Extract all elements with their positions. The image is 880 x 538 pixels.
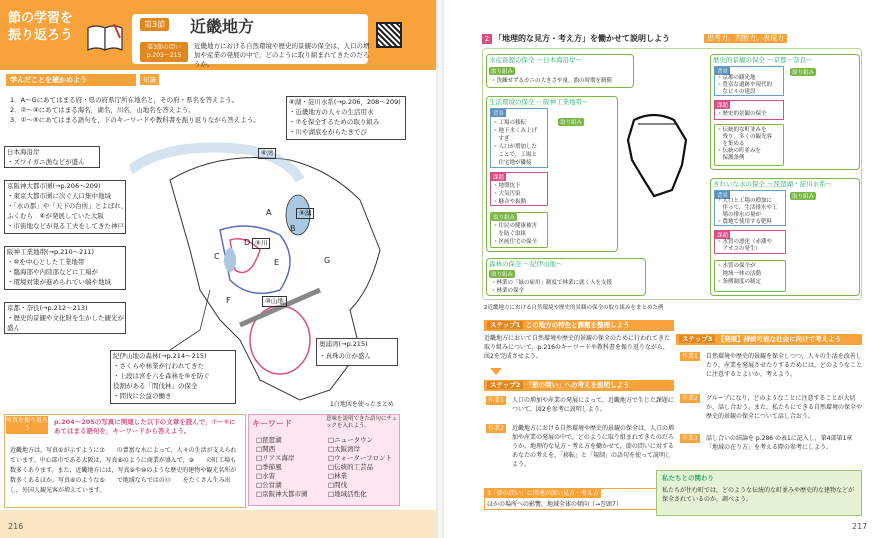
callout-keihanshin bbox=[4, 180, 126, 234]
box-living-issue bbox=[490, 172, 548, 206]
keyword-item[interactable]: □水害 bbox=[256, 472, 276, 480]
box-living-act bbox=[490, 212, 548, 248]
callout-kyoto-title-text: 京都・奈良 bbox=[7, 304, 40, 312]
map-label-d: D bbox=[244, 238, 251, 247]
box-living-act-tag: 取り組み bbox=[493, 215, 516, 221]
left-page-number: 216 bbox=[8, 522, 24, 531]
keyword-item[interactable]: □ニュータウン bbox=[328, 436, 374, 444]
step2-task2-tag: 作業2 bbox=[488, 425, 504, 432]
box-water-act-line: 地域一体の活動 bbox=[717, 271, 762, 277]
study-tag bbox=[6, 416, 48, 434]
box-historic-act-line: ・伝統的な町並みを bbox=[717, 127, 767, 133]
map-label-e: E bbox=[274, 258, 280, 267]
box-historic-act-line: 保護条例 bbox=[717, 155, 745, 161]
box-water-bg-line: ・人口と工場の増加に bbox=[717, 198, 773, 204]
box-marine-title: 水産資源の保全 ～日本海沿岸～ bbox=[489, 56, 583, 64]
box-historic-issue bbox=[714, 100, 784, 120]
box-living-issue-line: ・大気汚染 bbox=[493, 191, 521, 197]
step2-bar bbox=[484, 380, 674, 391]
study-tag-text: 写真を振り返ろう bbox=[6, 417, 49, 432]
keyword-item[interactable]: □関西 bbox=[256, 445, 276, 453]
callout-kii-title bbox=[113, 352, 207, 361]
box-water-bg-line: ・農地で使用する肥料 bbox=[717, 219, 773, 225]
box-living-bg-line: ・地下水くみ上げ bbox=[493, 128, 538, 134]
goal-text: 近畿地方における自然環境や歴史的景観の保全は，人口の増加や産業の発展の中で，どのように取り組まれてきたのだろうか。 bbox=[194, 42, 370, 68]
box-water-bg-line: 伴って，生活排水や工 bbox=[717, 205, 778, 211]
callout-yodogawa-line-2: ・⑦を保全するための取り組み bbox=[289, 118, 380, 126]
callout-keihanshin-line-4: ・市街地などが見る工夫をしてきた神戸 bbox=[7, 222, 124, 230]
step1-right-text: 近畿地方において自然環境や歴史的景観の保全のために行われてきた取り組みについて，p.216のキーワードや教科書を振り返りながら，図2を完成させよう。 bbox=[484, 335, 671, 360]
keyword-item[interactable]: □琵琶湖 bbox=[256, 436, 282, 444]
keyword-item[interactable]: □間伐 bbox=[328, 481, 348, 489]
notebook-icon bbox=[86, 22, 124, 52]
box-water-act bbox=[714, 260, 786, 292]
callout-keihanshin-title-text: 京阪神大都市圏 bbox=[7, 182, 53, 190]
sakugyo-box bbox=[484, 488, 674, 510]
callout-kii-title-text: 紀伊山地の森林 bbox=[113, 352, 159, 360]
instruction-3: 3．①～⑤にあてはまる語句を，下のキーワードや教科書を振り返りながら答えよう。 bbox=[10, 116, 260, 124]
callout-hanshin-line-3: ・環境対策が進められてい端や地域 bbox=[7, 278, 111, 286]
sakugyo-text: ほかの場所への影響，地域全体の傾向（→巻頭7） bbox=[487, 501, 622, 508]
map-label-a: A bbox=[266, 208, 272, 217]
callout-kii-ref: (→p.214～215) bbox=[158, 352, 207, 360]
step3-task1: 自然環境や歴史的景観を保全しつつ，人々の生活を改善したり，産業を発展させたりするためには，どのようなことに注意するとよいか，考えよう。 bbox=[706, 353, 863, 378]
box-living-act-tag-right: 取り組み bbox=[560, 120, 583, 126]
step1-tag bbox=[140, 74, 159, 85]
keyword-item[interactable]: □季節風 bbox=[256, 463, 282, 471]
callout-yodogawa bbox=[286, 96, 406, 140]
callout-kyoto-line-1: ・歴史的景観や文化財を生かした観光が bbox=[7, 314, 124, 322]
box-historic-act-line: を集める bbox=[717, 141, 745, 147]
relation-text: 私たちが住む町では，どのような伝統的な町並みや歴史的な建物などが保全されているのか，調べよう。 bbox=[662, 487, 855, 503]
keyword-item[interactable]: □地域活性化 bbox=[328, 490, 367, 498]
map-label-b: B bbox=[290, 224, 296, 233]
box-water-issue bbox=[714, 230, 786, 254]
callout-keihanshin-line-3: ふくむら ④が発展していた大阪 bbox=[7, 212, 104, 220]
box-historic-bg-line: なビルの建設 bbox=[717, 89, 756, 95]
callout-hanshin-title bbox=[7, 248, 94, 257]
box-living-bg-tag: 背景 bbox=[493, 111, 505, 117]
section-title: 近畿地方 bbox=[190, 17, 255, 36]
callout-keihanshin-title bbox=[7, 182, 101, 191]
step1-right-bar bbox=[484, 320, 674, 331]
box-forest-title: 森林の保全 ～紀伊山地～ bbox=[489, 260, 563, 268]
callout-kii-line-3: 役割がある「間伐林」の保全 bbox=[113, 382, 198, 390]
keyword-item[interactable]: □伝統的工芸品 bbox=[328, 463, 374, 471]
box-marine-tag: 取り組み bbox=[491, 69, 514, 75]
box-living-issue-tag: 課題 bbox=[493, 175, 505, 181]
callout-kii-line-4: ・間伐に公益の働き bbox=[113, 392, 172, 400]
box-living-bg bbox=[490, 108, 548, 168]
section2-num bbox=[482, 34, 492, 44]
box-water-act-line: ・条例制度の制定 bbox=[717, 279, 762, 285]
callout-shiga bbox=[316, 338, 398, 366]
step1-bar bbox=[6, 74, 136, 86]
callout-hanshin-line-1: ・⑩を中心とした工業地帯 bbox=[7, 258, 85, 266]
box-living-bg-line: ことで，工場と bbox=[493, 152, 537, 158]
callout-nihonkai bbox=[4, 146, 100, 168]
section-tag: 第3節 bbox=[140, 18, 169, 31]
box-forest-line-1: ・林業の「緑の雇用」制度で林業に就く人を支援 bbox=[491, 280, 613, 286]
step3-task3: 話し合いの結論を p.286 の表1に記入し，第4部第1章「地域の在り方」を考える際の参考にしよう。 bbox=[706, 435, 853, 451]
step3-bar bbox=[676, 334, 862, 345]
callout-hanshin-title-text: 阪神工業地帯 bbox=[7, 248, 46, 256]
callout-shiga-line: ・真珠の⑪が盛ん bbox=[319, 352, 371, 360]
keyword-col-1 bbox=[256, 436, 308, 499]
callout-nihonkai-line: ・ズワイガニ漁などが盛ん bbox=[7, 158, 85, 166]
box-water-issue-line: ・水質の悪化（赤潮や bbox=[717, 239, 773, 245]
box-historic-act-tag: 取り組み bbox=[792, 70, 815, 76]
step1-right-title: この地方の特色と課題を整理しよう bbox=[525, 321, 630, 329]
right-page-number: 217 bbox=[852, 522, 868, 531]
step1-title: 学んだことを確かめよう bbox=[10, 76, 87, 84]
keyword-hint: 意味を説明できた語句にチェックを入れよう。 bbox=[326, 416, 398, 429]
box-historic-issue-line: ・歴史的景観の保全 bbox=[717, 111, 767, 117]
chapter-title bbox=[8, 10, 88, 64]
map-mount-1: ⑩山地 bbox=[262, 296, 287, 307]
section2-title: 「地理的な見方・考え方」を働かせて説明しよう bbox=[494, 34, 670, 43]
box-living-issue-line: ・騒音や振動 bbox=[493, 199, 527, 205]
box-marine bbox=[486, 54, 634, 88]
step3-label: ステップ3 bbox=[679, 335, 715, 343]
callout-yodogawa-title: ⑥湖・淀川水系(→p.206，208～209) bbox=[289, 98, 401, 106]
box-water-issue-tag: 課題 bbox=[717, 233, 729, 239]
qr-code-icon[interactable] bbox=[376, 22, 402, 48]
box-water-title: きれいな水の保全 ～琵琶湖・淀川水系～ bbox=[713, 180, 833, 188]
box-historic-title: 歴史的景観の保全 ～京都・奈良～ bbox=[713, 56, 813, 64]
callout-yodogawa-line-3: ・川や湖底をがらたきでび bbox=[289, 128, 367, 136]
step3-task3-tag: 作業3 bbox=[682, 435, 698, 442]
keyword-item[interactable]: □公営湖 bbox=[256, 481, 282, 489]
map-lake-1: ⑧湖 bbox=[296, 208, 314, 219]
box-water-issue-line: アオコの発生） bbox=[717, 246, 761, 252]
section2-tags: 思考力，判断力，表現力 bbox=[704, 34, 787, 43]
keyword-title: キーワード bbox=[252, 419, 292, 428]
callout-hanshin-line-2: ・臨海部や内陸部などに工場が bbox=[7, 268, 98, 276]
step1-tag-text: 知識 bbox=[143, 76, 156, 84]
map-label-g: G bbox=[324, 256, 331, 265]
callout-shiga-title-text: 奥浦湾 bbox=[319, 340, 339, 348]
box-water-act-line: ・水質の保全が bbox=[717, 263, 756, 269]
box-living-act-line: ・住民の健康被害 bbox=[493, 223, 538, 229]
box-living-act-line: を防ぐ取組 bbox=[493, 231, 527, 237]
step2-title: 「節の問い」への考えを説明しよう bbox=[525, 381, 630, 389]
down-arrow-icon bbox=[490, 368, 502, 375]
box-living-bg-line: ・人口が増加した bbox=[493, 144, 538, 150]
box-historic-bg-tag: 背景 bbox=[717, 69, 729, 75]
box-historic-bg-line: ・京都の観光地 bbox=[717, 75, 756, 81]
study-text: 近畿地方は，写真①が示すように⑦ の豊富な水によって，人々の生活が支えられています。中心部市である大阪は，写真⑧のように商業が盛んで，⑨ の町工場も数多くあります。また，近畿地方には，写真⑨や⑩のような歴史的建物や観光名所が数多くあるほか，写真⑥のような⑤ で地域ならではの⑬ をたくさん生み出し，外国人観光客が増えています。 bbox=[10, 447, 237, 494]
box-living-title: 生活環境の保全 ～阪神工業地帯～ bbox=[489, 98, 589, 106]
goal-tag: 第3節の問い p.203～215 bbox=[140, 42, 188, 62]
box-water-bg-line: 場の排水の量が bbox=[717, 212, 762, 218]
callout-hanshin-ref: (→p.210～211) bbox=[46, 248, 95, 256]
box-historic-bg-line: ・豊富な遺跡や現代的 bbox=[717, 82, 773, 88]
box-historic-bg bbox=[714, 66, 784, 96]
box-historic-act-line: 残り，多くの観光客 bbox=[717, 134, 773, 140]
box-living-act-line: ・区画住宅の保全 bbox=[493, 239, 538, 245]
callout-nihonkai-title: 日本海沿岸 bbox=[7, 148, 40, 156]
box-living-bg-line: ・工場の移転 bbox=[493, 120, 527, 126]
callout-kii-line-1: ・さくらや林業が行われてきた bbox=[113, 362, 204, 370]
callout-kyoto-title bbox=[7, 304, 88, 313]
step2-task2: 近畿地方における自然環境や歴史的景観の保全は，人口の増加や産業の発展の中で，どのように取り組まれてきたのだろうか。地理的な見方・考え方を働かせて，節の問いに対するあなたの考えを，「移転」と「規制」の語句を使って説明しよう。 bbox=[512, 425, 675, 468]
map-sea-1: ⑥湾 bbox=[258, 148, 276, 159]
callout-hanshin bbox=[4, 246, 126, 290]
chapter-title-text: 節の学習を振り返ろう bbox=[8, 11, 74, 43]
callout-keihanshin-ref: (→p.206～209) bbox=[52, 182, 101, 190]
box-forest-line-2: ・林業の保全 bbox=[491, 288, 525, 294]
step3-title: 【発展】持続可能な社会に向けて考えよう bbox=[717, 335, 842, 343]
callout-kyoto-ref: (→p.212～213) bbox=[39, 304, 88, 312]
keyword-item[interactable]: □林業 bbox=[328, 472, 348, 480]
step2-task1: 人口の増加や産業の発展によって，近畿地方で生じた課題について，図2を参考に説明しよう。 bbox=[512, 397, 674, 413]
instruction-1: 1．A～Gにあてはまる府・県の府県庁所在地名と，その府・県名を答えよう。 bbox=[10, 96, 239, 104]
step3-task2-tag: 作業2 bbox=[682, 395, 698, 402]
box-historic-act-line: ・伝統の町並みを bbox=[717, 148, 762, 154]
study-title: p.204～205の写真に関連した以下の文章を読んで，⑦～⑤にあてはまる語句を，キーワードから答えよう。 bbox=[54, 418, 236, 435]
keyword-item[interactable]: □大阪湾岸 bbox=[328, 445, 361, 453]
step2-label: ステップ2 bbox=[487, 381, 523, 389]
box-water-bg-tag: 背景 bbox=[717, 193, 729, 199]
callout-keihanshin-line-1: ・東京大都市圏に次ぐ人口集中地域 bbox=[7, 192, 111, 200]
step2-task1-tag: 作業1 bbox=[488, 397, 504, 404]
map-river-1: ⑨川 bbox=[252, 238, 270, 249]
box-historic-act bbox=[714, 124, 784, 166]
page-gutter bbox=[436, 0, 444, 538]
callout-kyoto bbox=[4, 302, 126, 334]
map-label-c: C bbox=[214, 252, 220, 261]
step1-right-label: ステップ1 bbox=[487, 321, 523, 329]
box-historic-issue-tag: 課題 bbox=[717, 103, 729, 109]
callout-kyoto-line-2: 盛ん bbox=[7, 324, 20, 332]
section2-num-text: 2 bbox=[484, 35, 490, 43]
sakugyo-tag: 3「節の問い」に関連が深い見方・考え方 bbox=[487, 490, 599, 497]
callout-keihanshin-line-2: ・「水の都」や「天下の台所」とよばれ， bbox=[7, 202, 128, 210]
callout-kii bbox=[110, 350, 236, 404]
box-marine-line: ・洗練せずるカニの大きさや量，漁の時期を制限 bbox=[491, 78, 613, 84]
relation-title: 私たちとの関わり bbox=[662, 474, 714, 482]
instruction-2: 2．②～④にあてはまる海名，湖名，川名，山地名を答えよう。 bbox=[10, 106, 195, 114]
box-forest-tag: 取り組み bbox=[491, 272, 514, 278]
box-water-bg bbox=[714, 190, 786, 226]
map-caption: 1白地図を使ったまとめ bbox=[330, 401, 394, 408]
box-water-act-tag: 取り組み bbox=[792, 194, 815, 200]
kinki-small-map bbox=[624, 110, 694, 200]
fig-caption: 2近畿地方における自然環境や歴史的景観の保全の取り組みをまとめた例 bbox=[484, 305, 664, 311]
box-living-issue-line: ・地盤沈下 bbox=[493, 183, 521, 189]
callout-kii-line-2: ・上段は宮を六を森林を⑤を防ぐ bbox=[113, 372, 210, 380]
box-living-bg-line: すぎ bbox=[493, 136, 510, 142]
step3-task2: グループになり，どのようなことに注意することが大切か，話し合おう。また，私たちにできる自然環境の保全や歴史的景観の保全について話し合おう。 bbox=[706, 395, 863, 420]
keyword-col-2 bbox=[328, 436, 392, 499]
keyword-item[interactable]: □リアス海岸 bbox=[256, 454, 295, 462]
callout-shiga-title bbox=[319, 340, 368, 349]
step3-task1-tag: 作業1 bbox=[682, 353, 698, 360]
keyword-item[interactable]: □京阪神大都市圏 bbox=[256, 490, 308, 498]
map-label-f: F bbox=[226, 296, 231, 305]
box-living-bg-line: 住宅地が隣接 bbox=[493, 160, 532, 166]
left-footer-band bbox=[0, 510, 436, 538]
callout-shiga-ref: (→p.215) bbox=[338, 340, 368, 348]
keyword-item[interactable]: □ウォーターフロント bbox=[328, 454, 393, 462]
callout-yodogawa-line-1: ・近畿地方の人々の生活用水 bbox=[289, 108, 374, 116]
box-forest bbox=[486, 258, 646, 296]
